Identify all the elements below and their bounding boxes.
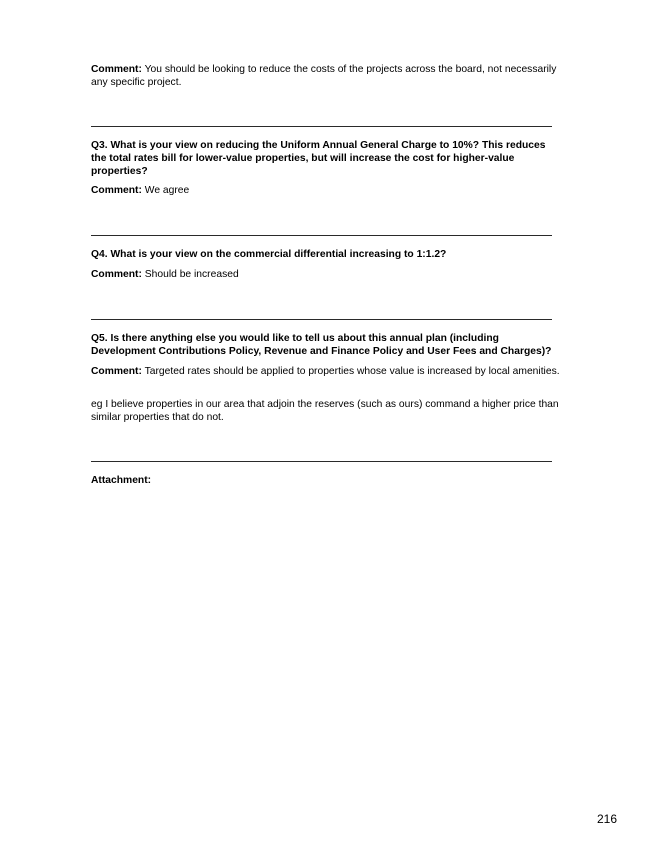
question-q5: Q5. Is there anything else you would like to tell us about this annual plan (including Development Contributions Policy, Revenue and Finance Policy and User Fees and Charges)? xyxy=(91,333,552,357)
page-number: 216 xyxy=(596,812,617,826)
q3-comment xyxy=(91,184,561,197)
comment-label: Comment: xyxy=(91,64,142,75)
comment-text: Targeted rates should be applied to properties whose value is increased by local amenities. xyxy=(141,366,560,377)
comment-text: We agree xyxy=(141,185,190,196)
comment-label: Comment: xyxy=(91,366,142,377)
q4-comment xyxy=(91,268,561,281)
comment-text: Should be increased xyxy=(141,269,239,280)
comment-label: Comment: xyxy=(91,185,142,196)
section-divider xyxy=(91,235,552,236)
section-divider xyxy=(91,461,552,462)
comment-text: You should be looking to reduce the costs of the projects across the board, not necessarily any specific project. xyxy=(91,64,557,88)
q5-comment xyxy=(91,365,561,378)
attachment-label: Attachment: xyxy=(91,475,152,486)
question-q3: Q3. What is your view on reducing the Uniform Annual General Charge to 10%? This reduces the total rates bill for lower-value properties, but will increase the cost for higher-value properties? xyxy=(91,140,546,177)
section-divider xyxy=(91,126,552,127)
comment-label: Comment: xyxy=(91,269,142,280)
intro-comment xyxy=(91,63,561,89)
question-q4: Q4. What is your view on the commercial differential increasing to 1:1.2? xyxy=(91,249,447,260)
q5-extra-paragraph: eg I believe properties in our area that adjoin the reserves (such as ours) command a higher price than similar properties that do not. xyxy=(91,399,559,423)
section-divider xyxy=(91,319,552,320)
